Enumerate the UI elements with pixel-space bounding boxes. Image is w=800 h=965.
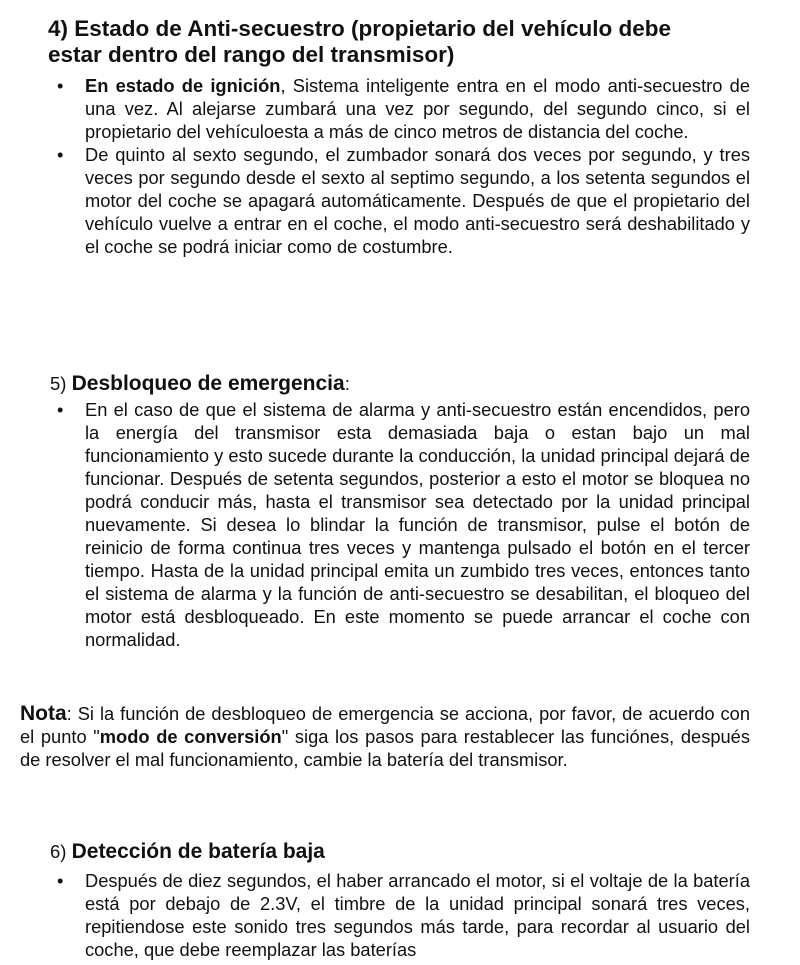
section-4-title bbox=[48, 16, 753, 68]
section-number: 6) bbox=[50, 841, 67, 862]
note-text: " siga los pasos para restablecer las funciónes, después de resolver el mal funcionamiento, cambie la batería del transmisor. bbox=[20, 726, 750, 770]
list-item bbox=[57, 74, 750, 143]
section-6-title bbox=[50, 840, 325, 864]
list-item bbox=[57, 398, 750, 651]
section-title: Desbloqueo de emergencia bbox=[71, 372, 345, 395]
bullet-text: Después de diez segundos, el haber arrancado el motor, si el voltaje de la batería está por debajo de 2.3V, el timbre de la unidad principal sonará tres veces, repitiendose este sonido tres segundos más tarde, para recordar al usuario del coche, que debe reemplazar las baterías bbox=[85, 870, 750, 960]
list-item bbox=[57, 869, 750, 961]
bullet-text: , Sistema inteligente entra en el modo anti-secuestro de una vez. Al alejarse zumbará una vez por segundo, del segundo cinco, si el propietario del vehículoesta a más de cinco metros de distancia del coche. bbox=[85, 75, 750, 142]
section-5-bullets bbox=[57, 398, 750, 651]
note-bold: modo de conversión bbox=[99, 726, 282, 747]
bullet-text: De quinto al sexto segundo, el zumbador sonará dos veces por segundo, y tres veces por segundo desde el sexto al septimo segundo, a los setenta segundos el motor del coche se apagará automáticamente. Después de que el propietario del vehículo vuelve a entrar en el coche, el modo anti-secuestro será deshabilitado y el coche se podrá iniciar como de costumbre. bbox=[85, 144, 750, 257]
bullet-text: En el caso de que el sistema de alarma y anti-secuestro están encendidos, pero la energía del transmisor esta demasiada baja o estan bajo un mal funcionamiento y esto sucede durante la conducción, la unidad principal dejará de funcionar. Después de setenta segundos, posterior a esto el motor se bloquea no podrá conducir más, hasta el transmisor sea detectado por la unidad principal nuevamente. Si desea lo blindar la función de transmisor, pulse el botón de reinicio de forma continua tres veces y mantenga pulsado el botón en el tercer tiempo. Hasta de la unidad principal emita un zumbido tres veces, entonces tanto el sistema de alarma y la función de anti-secuestro se desabilitan, el bloqueo del motor está desbloqueado. En este momento se puede arrancar el coche con normalidad. bbox=[85, 399, 750, 650]
section-6-bullets bbox=[57, 869, 750, 961]
bullet-icon: • bbox=[57, 144, 64, 165]
bullet-icon: • bbox=[57, 870, 64, 891]
section-title: Detección de batería baja bbox=[71, 840, 325, 863]
note-paragraph bbox=[20, 702, 750, 771]
title-line-1: 4) Estado de Anti-secuestro (propietario del vehículo debe bbox=[48, 16, 672, 41]
list-item bbox=[57, 143, 750, 258]
section-number: 5) bbox=[50, 373, 67, 394]
colon: : bbox=[344, 373, 350, 394]
title-line-2: estar dentro del rango del transmisor) bbox=[48, 42, 455, 67]
bullet-icon: • bbox=[57, 399, 64, 420]
bold-lead: En estado de ignición bbox=[85, 75, 281, 96]
note-text: : Si la función de desbloqueo de emergencia se acciona, por favor, de acuerdo con el punto " bbox=[20, 703, 750, 747]
section-5-title bbox=[50, 372, 350, 396]
bullet-icon: • bbox=[57, 75, 64, 96]
section-4-bullets bbox=[57, 74, 750, 258]
note-label: Nota bbox=[20, 702, 67, 725]
